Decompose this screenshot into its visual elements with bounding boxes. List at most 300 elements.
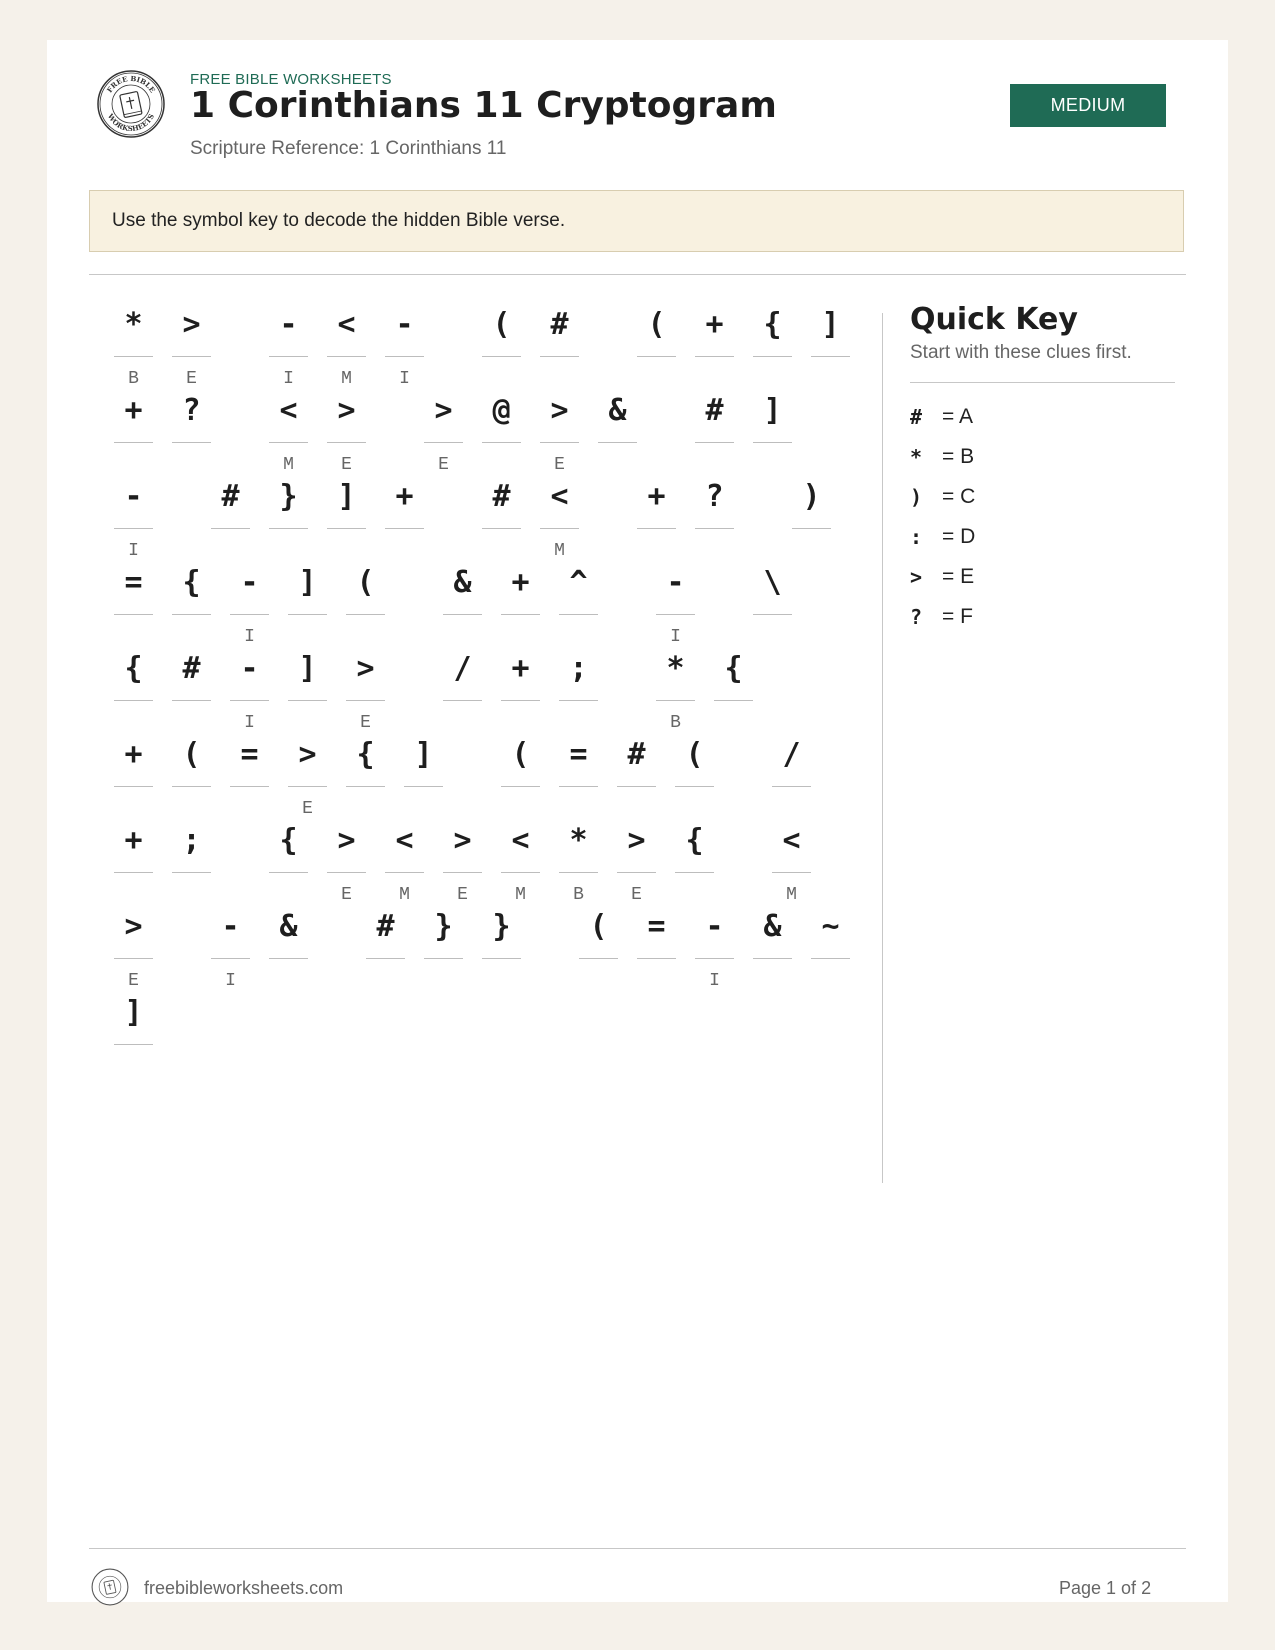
puzzle-cell[interactable] (211, 907, 250, 993)
hint-letter: E (438, 455, 449, 475)
answer-blank[interactable] (172, 872, 211, 873)
worksheet-page (47, 40, 1228, 1602)
answer-blank[interactable] (695, 958, 734, 959)
cipher-symbol: + (124, 393, 143, 428)
cipher-symbol: > (627, 823, 646, 858)
puzzle-cell[interactable] (346, 563, 385, 649)
cipher-symbol: / (782, 737, 801, 772)
answer-blank[interactable] (385, 528, 424, 529)
puzzle-cell[interactable] (772, 735, 811, 821)
answer-blank[interactable] (114, 614, 153, 615)
puzzle-cell[interactable] (269, 391, 308, 477)
cipher-symbol: ( (647, 307, 666, 342)
puzzle-cell[interactable] (114, 735, 153, 821)
answer-blank[interactable] (482, 442, 521, 443)
answer-blank[interactable] (598, 442, 637, 443)
cipher-symbol: # (550, 307, 569, 342)
puzzle-cell[interactable] (114, 993, 153, 1079)
puzzle-cell[interactable] (269, 907, 308, 993)
answer-blank[interactable] (675, 786, 714, 787)
svg-text:FREE BIBLE: FREE BIBLE (104, 73, 158, 95)
answer-blank[interactable] (288, 614, 327, 615)
puzzle-cell[interactable] (114, 563, 153, 649)
answer-blank[interactable] (792, 528, 831, 529)
answer-blank[interactable] (559, 700, 598, 701)
cipher-symbol: < (782, 823, 801, 858)
cipher-symbol: ( (356, 565, 375, 600)
puzzle-cell[interactable] (714, 649, 753, 735)
puzzle-cell[interactable] (617, 735, 656, 821)
puzzle-cell[interactable] (540, 305, 579, 391)
puzzle-cell[interactable] (346, 735, 385, 821)
puzzle-cell[interactable] (404, 735, 443, 821)
quick-key-symbol: ) (910, 485, 923, 509)
cipher-symbol: - (221, 909, 240, 944)
answer-blank[interactable] (695, 528, 734, 529)
hint-letter: E (554, 455, 565, 475)
puzzle-cell[interactable] (656, 563, 695, 649)
cipher-symbol: * (666, 651, 685, 686)
puzzle-cell[interactable] (598, 391, 637, 477)
hint-letter: I (399, 369, 410, 389)
hint-letter: E (360, 713, 371, 733)
quick-key-list (910, 397, 1175, 637)
cipher-symbol: ? (182, 393, 201, 428)
hint-letter: B (573, 885, 584, 905)
puzzle-cell[interactable] (114, 391, 153, 477)
answer-blank[interactable] (346, 700, 385, 701)
answer-blank[interactable] (385, 356, 424, 357)
answer-blank[interactable] (772, 786, 811, 787)
cipher-symbol: > (298, 737, 317, 772)
answer-blank[interactable] (443, 872, 482, 873)
hint-letter: M (554, 541, 565, 561)
cipher-symbol: * (124, 307, 143, 342)
cipher-symbol: < (395, 823, 414, 858)
cipher-symbol: - (124, 479, 143, 514)
footer-site: freebibleworksheets.com (144, 1578, 344, 1598)
cipher-symbol: = (240, 737, 259, 772)
answer-blank[interactable] (404, 786, 443, 787)
cipher-symbol: & (279, 909, 298, 944)
quick-key-value: = F (942, 605, 973, 628)
answer-blank[interactable] (269, 356, 308, 357)
puzzle-cell[interactable] (482, 305, 521, 391)
hint-letter: I (709, 971, 720, 991)
cipher-symbol: { (356, 737, 375, 772)
cipher-symbol: > (337, 823, 356, 858)
puzzle-cell[interactable] (288, 735, 327, 821)
cipher-symbol: * (569, 823, 588, 858)
footer-page-number: Page 1 of 2 (1059, 1578, 1152, 1598)
answer-blank[interactable] (211, 528, 250, 529)
cipher-symbol: # (627, 737, 646, 772)
puzzle-cell[interactable] (424, 907, 463, 993)
hint-letter: I (225, 971, 236, 991)
answer-blank[interactable] (114, 442, 153, 443)
answer-blank[interactable] (695, 356, 734, 357)
quick-key-subtitle: Start with these clues first. (910, 342, 1132, 363)
cipher-symbol: ] (337, 479, 356, 514)
answer-blank[interactable] (269, 442, 308, 443)
puzzle-cell[interactable] (675, 735, 714, 821)
answer-blank[interactable] (269, 528, 308, 529)
answer-blank[interactable] (114, 700, 153, 701)
puzzle-cell[interactable] (811, 305, 850, 391)
cipher-symbol: ; (569, 651, 588, 686)
answer-blank[interactable] (482, 958, 521, 959)
cipher-symbol: ( (492, 307, 511, 342)
answer-blank[interactable] (675, 872, 714, 873)
puzzle-cell[interactable] (230, 563, 269, 649)
puzzle-cell[interactable] (172, 649, 211, 735)
answer-blank[interactable] (211, 958, 250, 959)
answer-blank[interactable] (482, 528, 521, 529)
answer-blank[interactable] (114, 958, 153, 959)
answer-blank[interactable] (366, 958, 405, 959)
puzzle-cell[interactable] (637, 907, 676, 993)
cipher-symbol: # (705, 393, 724, 428)
puzzle-cell[interactable] (792, 477, 831, 563)
answer-blank[interactable] (617, 872, 656, 873)
cipher-symbol: < (511, 823, 530, 858)
answer-blank[interactable] (482, 356, 521, 357)
puzzle-cell[interactable] (172, 391, 211, 477)
puzzle-cell[interactable] (482, 477, 521, 563)
quick-key-symbol: * (910, 445, 923, 469)
answer-blank[interactable] (114, 528, 153, 529)
answer-blank[interactable] (327, 442, 366, 443)
puzzle-cell[interactable] (269, 477, 308, 563)
hint-letter: E (128, 971, 139, 991)
quick-key-item (910, 517, 1175, 557)
puzzle-cell[interactable] (753, 391, 792, 477)
puzzle-cell[interactable] (695, 391, 734, 477)
cipher-symbol: ( (182, 737, 201, 772)
puzzle-cell[interactable] (540, 391, 579, 477)
puzzle-cell[interactable] (482, 907, 521, 993)
puzzle-cell[interactable] (269, 821, 308, 907)
puzzle-cell[interactable] (288, 649, 327, 735)
puzzle-cell[interactable] (172, 563, 211, 649)
answer-blank[interactable] (172, 614, 211, 615)
puzzle-cell[interactable] (172, 305, 211, 391)
puzzle-cell[interactable] (753, 907, 792, 993)
puzzle-cell[interactable] (617, 821, 656, 907)
quick-key-symbol: # (910, 405, 923, 429)
puzzle-cell[interactable] (327, 477, 366, 563)
cipher-symbol: { (724, 651, 743, 686)
answer-blank[interactable] (753, 356, 792, 357)
quick-key-symbol: > (910, 565, 923, 589)
hint-letter: E (341, 455, 352, 475)
puzzle-cell[interactable] (172, 735, 211, 821)
cipher-symbol: > (453, 823, 472, 858)
puzzle-cell[interactable] (559, 563, 598, 649)
cipher-symbol: ? (705, 479, 724, 514)
cipher-symbol: = (124, 565, 143, 600)
cipher-symbol: ] (298, 565, 317, 600)
puzzle-cell[interactable] (366, 907, 405, 993)
cipher-symbol: + (705, 307, 724, 342)
puzzle-cell[interactable] (211, 477, 250, 563)
answer-blank[interactable] (114, 1044, 153, 1045)
cipher-symbol: ] (821, 307, 840, 342)
cipher-symbol: { (685, 823, 704, 858)
answer-blank[interactable] (540, 528, 579, 529)
puzzle-cell[interactable] (501, 735, 540, 821)
puzzle-cell[interactable] (269, 305, 308, 391)
answer-blank[interactable] (656, 700, 695, 701)
quick-key-symbol: ? (910, 605, 923, 629)
puzzle-cell[interactable] (114, 649, 153, 735)
puzzle-cell[interactable] (501, 649, 540, 735)
answer-blank[interactable] (772, 872, 811, 873)
cipher-symbol: ( (589, 909, 608, 944)
hint-letter: B (670, 713, 681, 733)
cipher-symbol: - (279, 307, 298, 342)
answer-blank[interactable] (540, 356, 579, 357)
quick-key-item (910, 597, 1175, 637)
puzzle-cell[interactable] (559, 649, 598, 735)
puzzle-cell[interactable] (327, 305, 366, 391)
answer-blank[interactable] (443, 700, 482, 701)
quick-key-value: = A (942, 405, 973, 428)
hint-letter: M (515, 885, 526, 905)
answer-blank[interactable] (114, 356, 153, 357)
answer-blank[interactable] (327, 872, 366, 873)
cipher-symbol: > (550, 393, 569, 428)
footer-logo-icon (91, 1568, 129, 1606)
cipher-symbol: > (124, 909, 143, 944)
answer-blank[interactable] (753, 958, 792, 959)
answer-blank[interactable] (714, 700, 753, 701)
puzzle-cell[interactable] (114, 821, 153, 907)
puzzle-cell[interactable] (230, 735, 269, 821)
cipher-symbol: @ (492, 393, 511, 428)
hint-letter: I (244, 627, 255, 647)
cipher-symbol: + (124, 823, 143, 858)
hint-letter: E (631, 885, 642, 905)
puzzle-cell[interactable] (327, 391, 366, 477)
cipher-symbol: # (492, 479, 511, 514)
cipher-symbol: ] (414, 737, 433, 772)
puzzle-cell[interactable] (637, 477, 676, 563)
puzzle-cell[interactable] (637, 305, 676, 391)
cipher-symbol: - (240, 651, 259, 686)
puzzle-cell[interactable] (811, 907, 850, 993)
cipher-symbol: - (395, 307, 414, 342)
puzzle-cell[interactable] (114, 477, 153, 563)
cipher-symbol: } (279, 479, 298, 514)
cipher-symbol: > (182, 307, 201, 342)
puzzle-cell[interactable] (695, 907, 734, 993)
puzzle-cell[interactable] (675, 821, 714, 907)
difficulty-badge: MEDIUM (1010, 84, 1166, 127)
cipher-symbol: + (395, 479, 414, 514)
puzzle-cell[interactable] (288, 563, 327, 649)
cipher-symbol: { (182, 565, 201, 600)
hint-letter: E (186, 369, 197, 389)
cipher-symbol: & (608, 393, 627, 428)
hint-letter: M (399, 885, 410, 905)
answer-blank[interactable] (327, 356, 366, 357)
cipher-symbol: / (453, 651, 472, 686)
answer-blank[interactable] (288, 786, 327, 787)
puzzle-cell[interactable] (443, 649, 482, 735)
puzzle-cell[interactable] (482, 391, 521, 477)
answer-blank[interactable] (540, 442, 579, 443)
answer-blank[interactable] (230, 700, 269, 701)
puzzle-cell[interactable] (753, 563, 792, 649)
header (47, 40, 1228, 190)
hint-letter: E (341, 885, 352, 905)
cipher-symbol: \ (763, 565, 782, 600)
answer-blank[interactable] (501, 786, 540, 787)
logo-seal-icon (96, 69, 166, 139)
puzzle-cell[interactable] (559, 735, 598, 821)
puzzle-cell[interactable] (230, 649, 269, 735)
puzzle-cell[interactable] (772, 821, 811, 907)
cipher-symbol: < (550, 479, 569, 514)
cipher-symbol: > (434, 393, 453, 428)
answer-blank[interactable] (230, 786, 269, 787)
answer-blank[interactable] (172, 786, 211, 787)
puzzle-cell[interactable] (540, 477, 579, 563)
answer-blank[interactable] (656, 614, 695, 615)
puzzle-cell[interactable] (656, 649, 695, 735)
answer-blank[interactable] (579, 958, 618, 959)
quick-key-item (910, 397, 1175, 437)
column-divider (882, 313, 883, 1183)
svg-text:WORKSHEETS: WORKSHEETS (105, 112, 156, 134)
answer-blank[interactable] (443, 614, 482, 615)
puzzle-cell[interactable] (327, 821, 366, 907)
cipher-symbol: = (647, 909, 666, 944)
answer-blank[interactable] (385, 872, 424, 873)
quick-key-value: = B (942, 445, 975, 468)
hint-letter: B (128, 369, 139, 389)
answer-blank[interactable] (501, 700, 540, 701)
puzzle-cell[interactable] (501, 821, 540, 907)
puzzle-cell[interactable] (443, 563, 482, 649)
hint-letter: M (283, 455, 294, 475)
hint-letter: I (244, 713, 255, 733)
quick-key-symbol: : (910, 525, 923, 549)
cipher-symbol: ] (298, 651, 317, 686)
puzzle-cell[interactable] (695, 305, 734, 391)
answer-blank[interactable] (424, 442, 463, 443)
answer-blank[interactable] (346, 786, 385, 787)
cipher-symbol: # (376, 909, 395, 944)
answer-blank[interactable] (501, 614, 540, 615)
cipher-symbol: ] (124, 995, 143, 1030)
puzzle-cell[interactable] (443, 821, 482, 907)
puzzle-cell[interactable] (424, 391, 463, 477)
answer-blank[interactable] (617, 786, 656, 787)
cipher-symbol: + (511, 565, 530, 600)
cipher-symbol: = (569, 737, 588, 772)
cipher-symbol: - (666, 565, 685, 600)
answer-blank[interactable] (501, 872, 540, 873)
answer-blank[interactable] (172, 700, 211, 701)
answer-blank[interactable] (269, 872, 308, 873)
answer-blank[interactable] (424, 958, 463, 959)
answer-blank[interactable] (753, 442, 792, 443)
instructions-box (89, 190, 1184, 252)
answer-blank[interactable] (695, 442, 734, 443)
answer-blank[interactable] (559, 614, 598, 615)
answer-blank[interactable] (637, 958, 676, 959)
answer-blank[interactable] (114, 872, 153, 873)
answer-blank[interactable] (811, 958, 850, 959)
puzzle-cell[interactable] (501, 563, 540, 649)
puzzle-cell[interactable] (114, 907, 153, 993)
answer-blank[interactable] (288, 700, 327, 701)
puzzle-cell[interactable] (385, 477, 424, 563)
cipher-symbol: < (337, 307, 356, 342)
cipher-symbol: ^ (569, 565, 588, 600)
puzzle-cell[interactable] (172, 821, 211, 907)
answer-blank[interactable] (172, 442, 211, 443)
hint-letter: M (786, 885, 797, 905)
footer-divider (89, 1548, 1186, 1549)
cipher-symbol: ] (763, 393, 782, 428)
answer-blank[interactable] (559, 786, 598, 787)
quick-key-value: = E (942, 565, 975, 588)
puzzle-cell[interactable] (753, 305, 792, 391)
quick-key-item (910, 557, 1175, 597)
puzzle-cell[interactable] (695, 477, 734, 563)
answer-blank[interactable] (327, 528, 366, 529)
puzzle-cell[interactable] (114, 305, 153, 391)
cipher-symbol: { (763, 307, 782, 342)
answer-blank[interactable] (230, 614, 269, 615)
answer-blank[interactable] (559, 872, 598, 873)
cipher-symbol: < (279, 393, 298, 428)
cipher-symbol: ( (511, 737, 530, 772)
quick-key-item (910, 477, 1175, 517)
hint-letter: E (457, 885, 468, 905)
cipher-symbol: # (221, 479, 240, 514)
cipher-symbol: & (763, 909, 782, 944)
answer-blank[interactable] (753, 614, 792, 615)
cipher-symbol: + (647, 479, 666, 514)
answer-blank[interactable] (269, 958, 308, 959)
answer-blank[interactable] (172, 356, 211, 357)
cipher-symbol: > (337, 393, 356, 428)
puzzle-cell[interactable] (385, 821, 424, 907)
answer-blank[interactable] (637, 356, 676, 357)
puzzle-cell[interactable] (559, 821, 598, 907)
answer-blank[interactable] (811, 356, 850, 357)
answer-blank[interactable] (114, 786, 153, 787)
quick-key-item (910, 437, 1175, 477)
puzzle-cell[interactable] (346, 649, 385, 735)
cipher-symbol: - (240, 565, 259, 600)
hint-letter: I (128, 541, 139, 561)
puzzle-cell[interactable] (579, 907, 618, 993)
hint-letter: E (302, 799, 313, 819)
quick-key-value: = D (942, 525, 976, 548)
scripture-reference: Scripture Reference: 1 Corinthians 11 (190, 138, 507, 159)
cipher-symbol: { (124, 651, 143, 686)
answer-blank[interactable] (637, 528, 676, 529)
answer-blank[interactable] (346, 614, 385, 615)
cipher-symbol: } (434, 909, 453, 944)
puzzle-cell[interactable] (385, 305, 424, 391)
cipher-symbol: > (356, 651, 375, 686)
